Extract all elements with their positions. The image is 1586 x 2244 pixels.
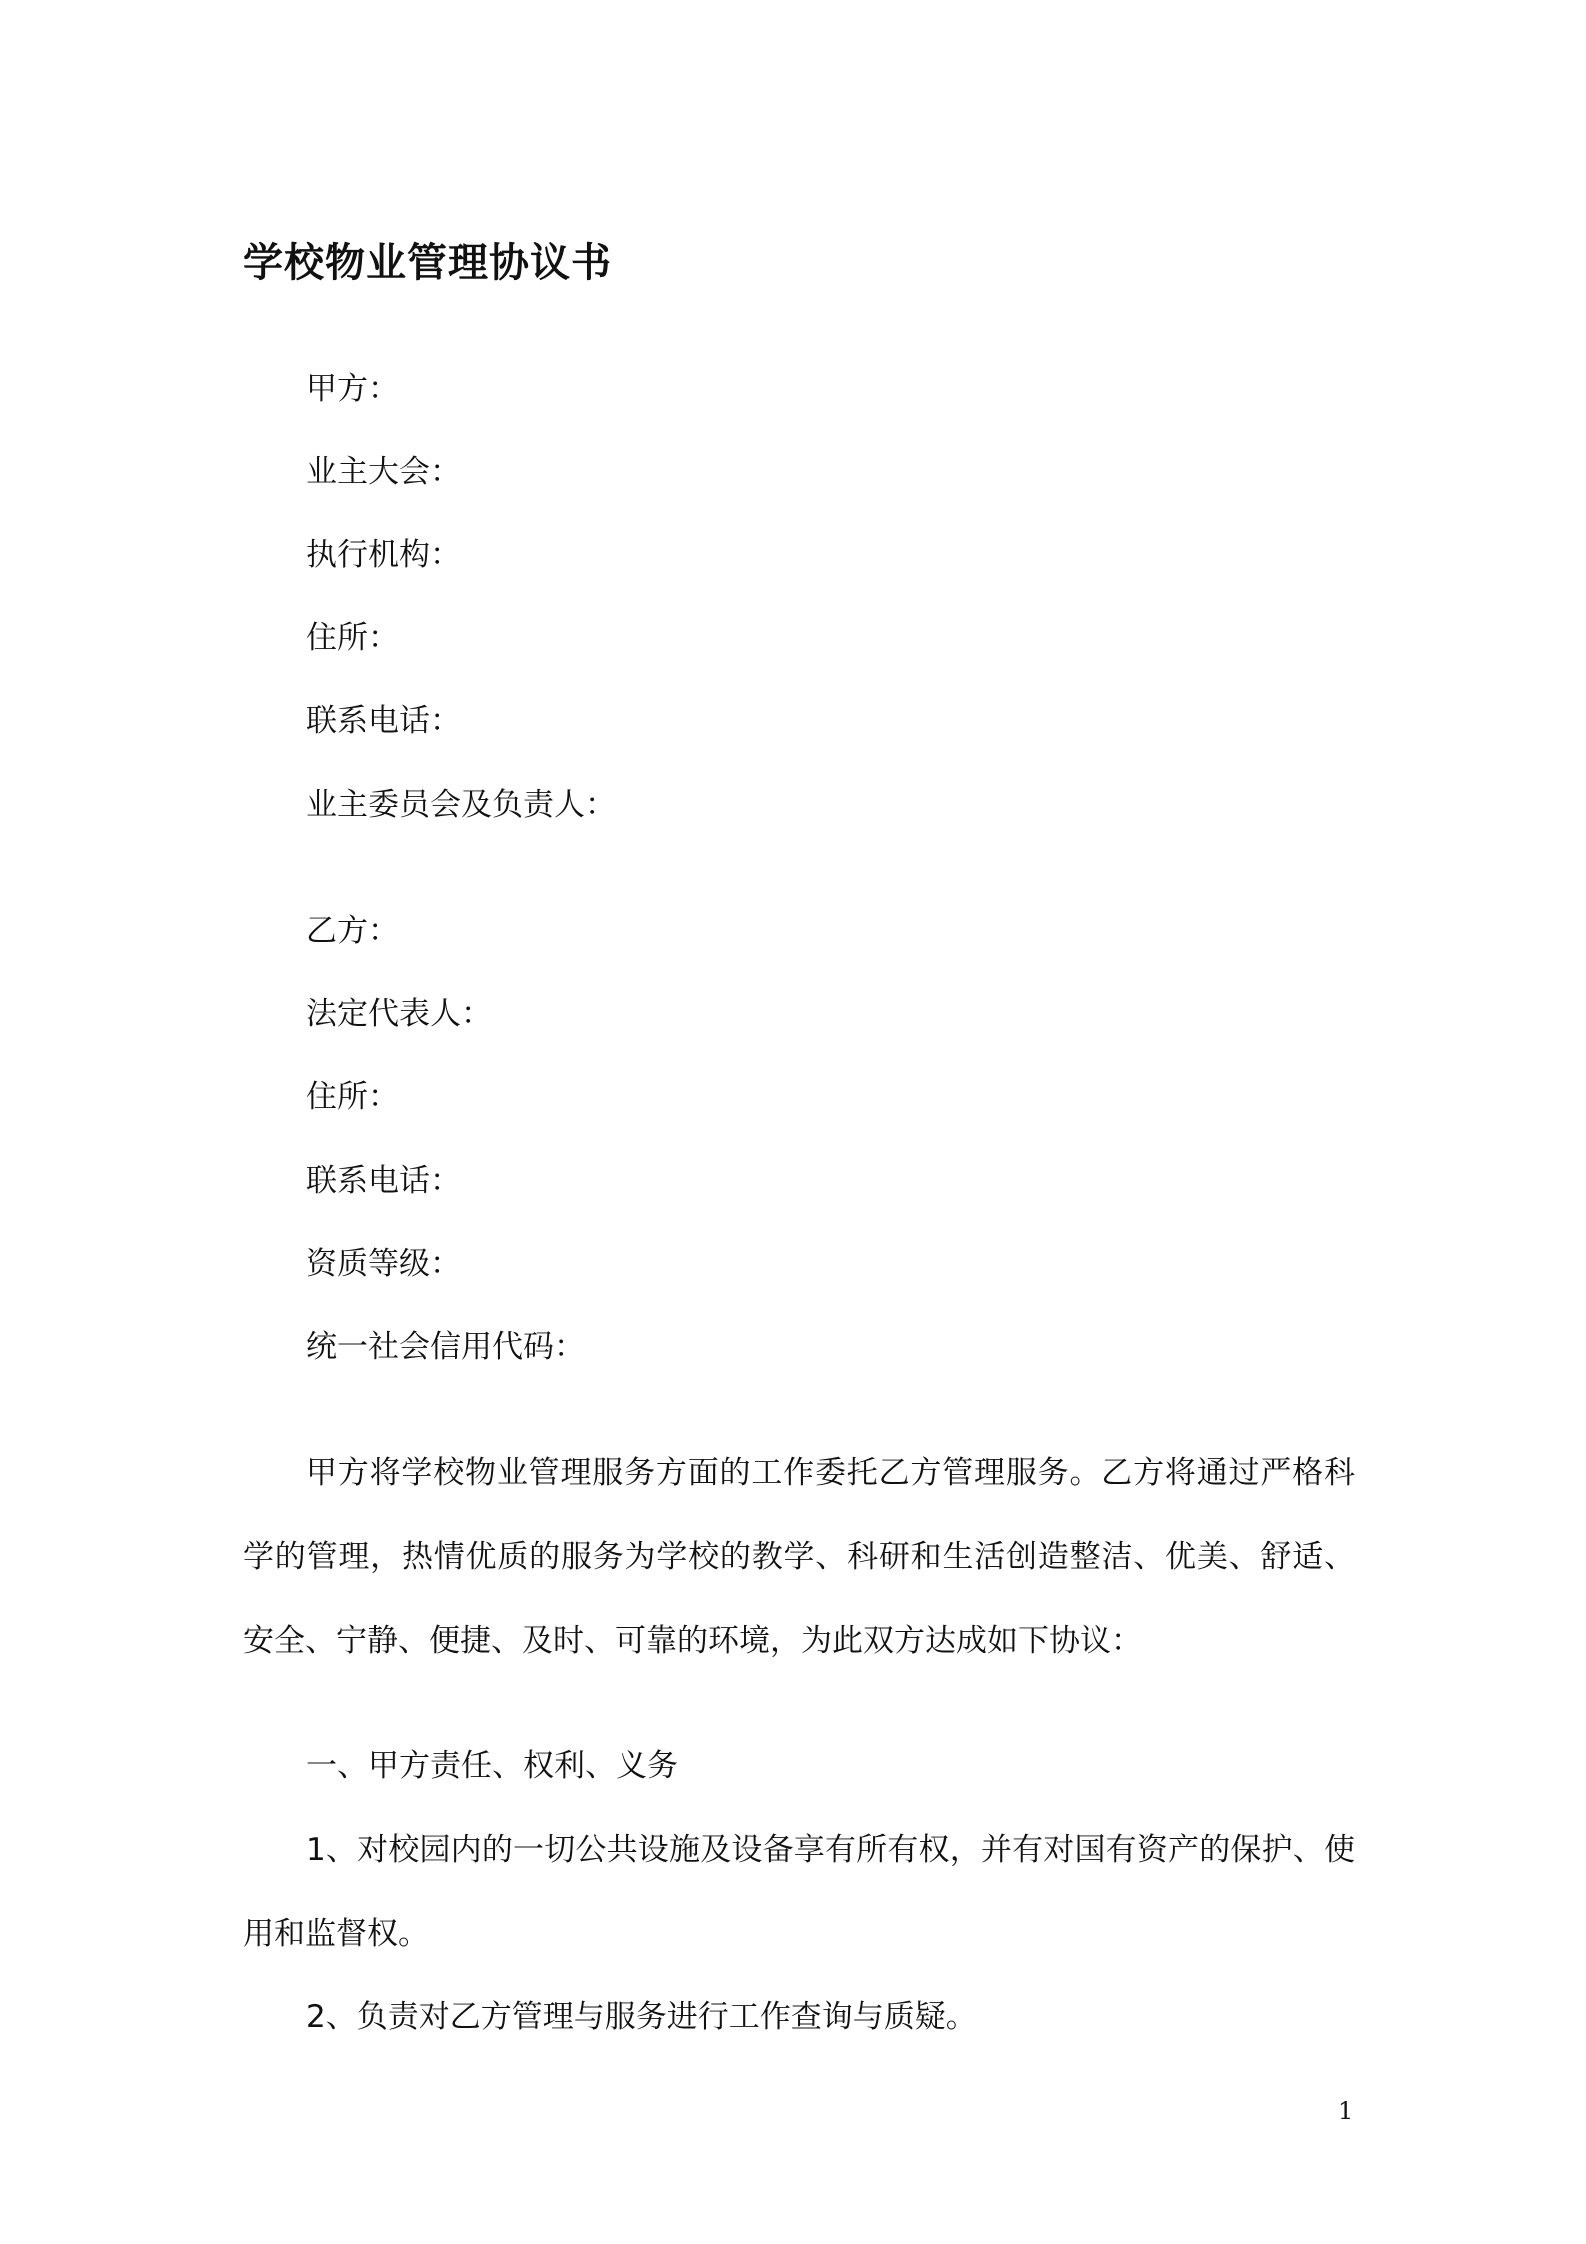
legal-rep-field: 法定代表人： (306, 996, 492, 1032)
party-b-label: 乙方： (306, 913, 399, 949)
party-a-address-field: 住所： (306, 620, 399, 656)
intro-paragraph: 甲方将学校物业管理服务方面的工作委托乙方管理服务。乙方将通过严格科学的管理，热情优质的服务为学校的教学、科研和生活创造整洁、优美、舒适、安全、宁静、便捷、及时、可靠的环境，为此双方达成如下协议： (243, 1455, 1355, 1659)
owners-assembly-field: 业主大会： (306, 454, 461, 490)
committee-head-field: 业主委员会及负责人： (306, 787, 616, 823)
item-1-paragraph: 1、对校园内的一切公共设施及设备享有所有权，并有对国有资产的保护、使用和监督权。 (243, 1832, 1355, 1952)
party-b-address-field: 住所： (306, 1079, 399, 1115)
document-title: 学校物业管理协议书 (243, 240, 612, 286)
party-a-phone-field: 联系电话： (306, 703, 461, 739)
item-2-paragraph: 2、负责对乙方管理与服务进行工作查询与质疑。 (306, 1999, 977, 2035)
executive-body-field: 执行机构： (306, 537, 461, 573)
section1-heading: 一、甲方责任、权利、义务 (306, 1748, 678, 1784)
credit-code-field: 统一社会信用代码： (306, 1329, 585, 1365)
party-a-label: 甲方： (306, 371, 399, 407)
page-number: 1 (1338, 2097, 1354, 2125)
party-b-phone-field: 联系电话： (306, 1163, 461, 1199)
qualification-field: 资质等级： (306, 1246, 461, 1282)
